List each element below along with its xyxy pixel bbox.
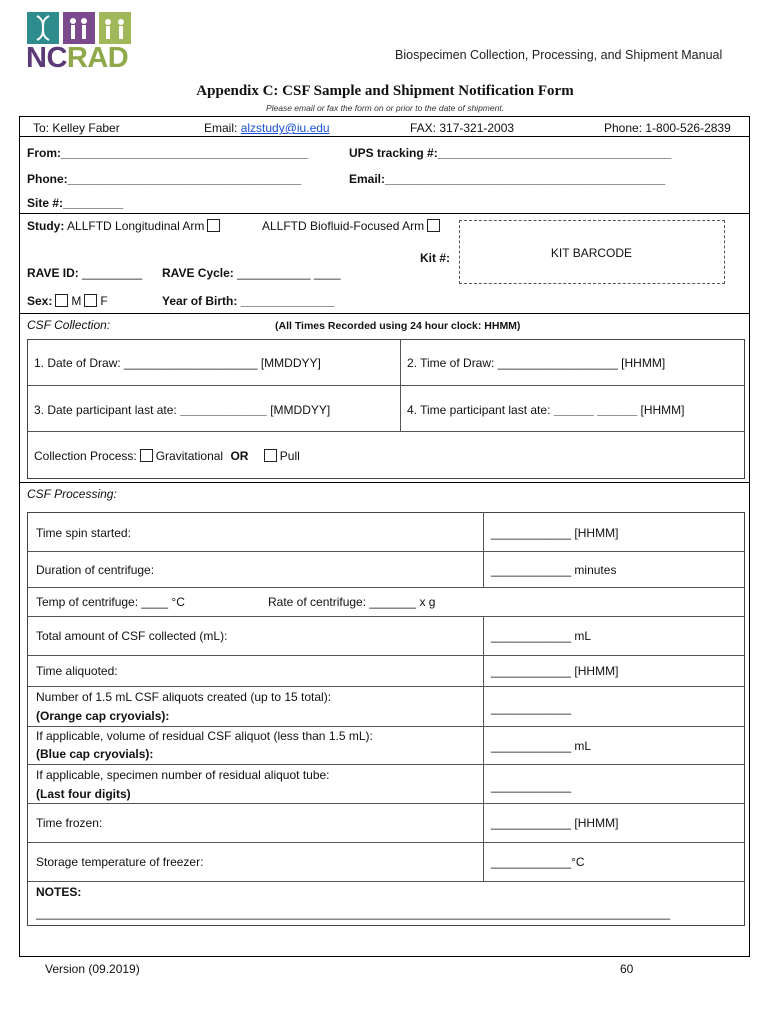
page-number: 60 [620,962,634,976]
notes-label: NOTES: [36,885,82,899]
kit-label: Kit #: [420,251,450,265]
rave-cycle-label: RAVE Cycle: [162,266,234,280]
phone-field[interactable]: Phone:___________________________________ [27,172,302,186]
ate-time-label: 4. Time participant last ate: [407,403,551,417]
ncrad-logo: NCRAD [26,42,129,74]
study-label: Study: [27,219,65,233]
duration-label: Duration of centrifuge: [36,563,155,577]
kit-barcode-label: KIT BARCODE [550,246,633,260]
sex-label: Sex: [27,294,53,308]
rave-cycle-blank: ___________ ____ [237,266,341,280]
form-subtitle: Please email or fax the form on or prior to the date of shipment. [265,103,505,113]
sex-f-checkbox[interactable] [84,294,97,307]
email-label: Email: [204,121,238,135]
frozen-value[interactable]: ____________ [HHMM] [491,816,619,830]
sex-m-checkbox[interactable] [55,294,68,307]
notes-line[interactable]: _______________________________________________________________________________________________ [36,906,671,920]
temp-field[interactable]: Temp of centrifuge: ____ °C [36,595,185,609]
or-label: OR [230,449,249,463]
kit-barcode-box [459,220,725,284]
pull-label: Pull [279,449,300,463]
num-aliquots-sub: (Orange cap cryovials): [36,709,170,723]
email-field[interactable]: Email:__________________________________________ [349,172,666,186]
ate-date-field[interactable] [34,403,330,417]
ate-time-blank: ______ ______ [553,403,638,417]
manual-title: Biospecimen Collection, Processing, and Shipment Manual [395,48,723,62]
residual-number-value[interactable]: ____________ [491,779,572,793]
draw-date-field[interactable]: 1. Date of Draw: ____________________ [MMDDYY] [34,356,321,370]
draw-time-field[interactable]: 2. Time of Draw: __________________ [HHMM] [407,356,666,370]
csf-processing-label: CSF Processing: [27,487,117,501]
storage-label: Storage temperature of freezer: [36,855,204,869]
spin-started-label: Time spin started: [36,526,131,540]
from-field[interactable]: From:_____________________________________ [27,146,308,160]
residual-number-label: If applicable, specimen number of residual aliquot tube: [36,768,330,782]
contact-fax: FAX: 317-321-2003 [410,121,515,135]
dna-icon [27,12,59,44]
form-title: Appendix C: CSF Sample and Shipment Notification Form [196,83,574,99]
arm2-row [262,219,443,233]
residual-volume-sub: (Blue cap cryovials): [36,747,154,761]
csf-collection-label: CSF Collection: [27,318,111,332]
spin-started-value[interactable]: ____________ [HHMM] [491,526,619,540]
contact-to: To: Kelley Faber [33,121,120,135]
num-aliquots-label: Number of 1.5 mL CSF aliquots created (up to 15 total): [36,690,332,704]
residual-volume-label: If applicable, volume of residual CSF aliquot (less than 1.5 mL): [36,729,373,743]
rave-id-field[interactable] [27,266,142,280]
email-link[interactable]: alzstudy@iu.edu [240,121,330,135]
aliquoted-label: Time aliquoted: [36,664,118,678]
ate-time-format: [HHMM] [640,403,685,417]
arm2-checkbox[interactable] [427,219,440,232]
version-label: Version (09.2019) [45,962,140,976]
contact-phone: Phone: 1-800-526-2839 [604,121,731,135]
ate-date-label: 3. Date participant last ate: [34,403,177,417]
yob-label: Year of Birth: [162,294,238,308]
rave-id-label: RAVE ID: [27,266,79,280]
total-csf-value[interactable]: ____________ mL [491,629,592,643]
residual-number-sub: (Last four digits) [36,787,131,801]
family-icon [63,12,95,44]
time-note: (All Times Recorded using 24 hour clock: HHMM) [275,320,521,332]
people-icon [99,12,131,44]
study-row [27,219,223,233]
collection-process-row [34,449,300,463]
ate-date-blank: _____________ [180,403,267,417]
ate-date-format: [MMDDYY] [270,403,331,417]
aliquoted-value[interactable]: ____________ [HHMM] [491,664,619,678]
yob-field[interactable] [162,294,334,308]
process-label: Collection Process: [34,449,137,463]
sex-row [27,294,108,308]
arm2-label: ALLFTD Biofluid-Focused Arm [262,219,425,233]
total-csf-label: Total amount of CSF collected (mL): [36,629,228,643]
gravitational-label: Gravitational [155,449,224,463]
arm1-label: ALLFTD Longitudinal Arm [67,219,205,233]
residual-volume-value[interactable]: ____________ mL [491,739,592,753]
rate-field[interactable]: Rate of centrifuge: _______ x g [268,595,436,609]
pull-checkbox[interactable] [264,449,277,462]
num-aliquots-value[interactable]: ____________ [491,701,572,715]
sex-m-label: M [71,294,82,308]
frozen-label: Time frozen: [36,816,103,830]
arm1-checkbox[interactable] [207,219,220,232]
contact-email [204,121,330,135]
gravitational-checkbox[interactable] [140,449,153,462]
duration-value[interactable]: ____________ minutes [491,563,617,577]
rave-id-blank: _________ [82,266,143,280]
ate-time-field[interactable] [407,403,685,417]
rave-cycle-field[interactable] [162,266,341,280]
sex-f-label: F [100,294,108,308]
ncrad-logo-icons [27,12,131,46]
storage-value[interactable]: ____________°C [491,855,585,869]
site-field[interactable]: Site #:_________ [27,196,124,210]
yob-blank: ______________ [240,294,335,308]
ups-tracking-field[interactable]: UPS tracking #:___________________________________ [349,146,672,160]
